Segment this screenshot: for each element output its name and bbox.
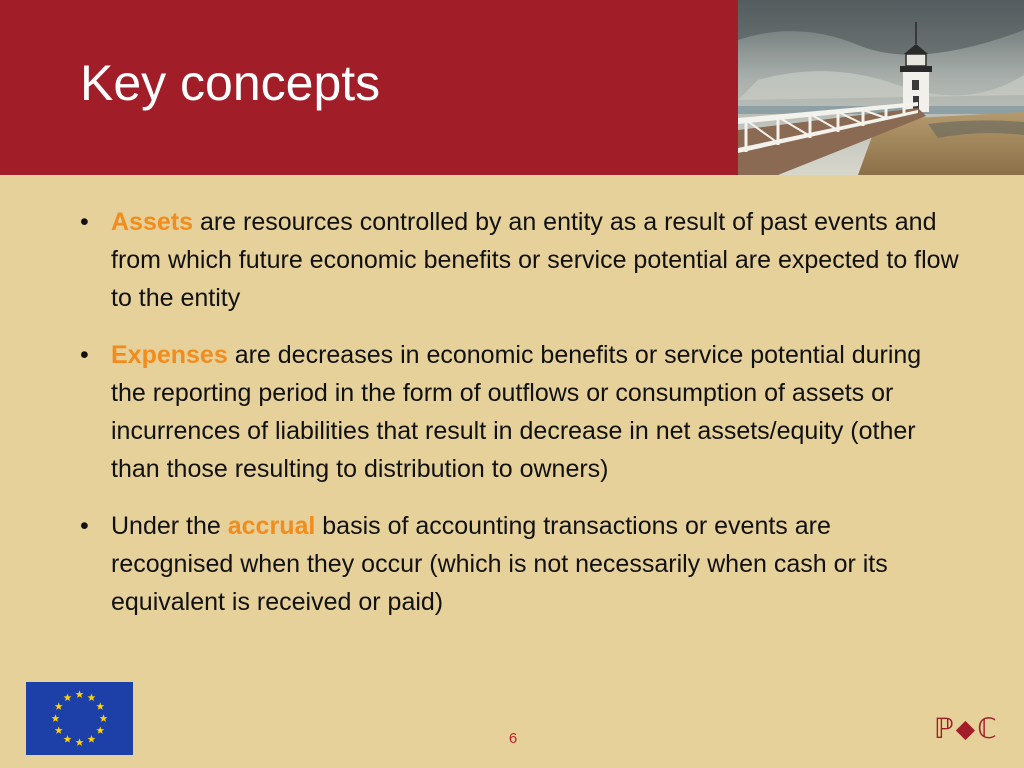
- eu-flag-icon: [26, 682, 133, 755]
- slide-title: Key concepts: [80, 55, 381, 111]
- bullet-accrual: [80, 507, 960, 621]
- bullet-expenses: [80, 336, 960, 488]
- bullet-text: are decreases in economic benefits or service potential during the reporting period in the form of outflows or consumption of assets or incurrences of liabilities that result in decrease in net assets/equity (other than those resulting to distribution to owners): [111, 341, 922, 483]
- footer-symbols: ℙ⬥ℂ: [934, 712, 999, 745]
- lighthouse-photo: [738, 0, 1024, 175]
- bullet-marker: •: [80, 208, 89, 236]
- term-expenses: Expenses: [111, 341, 228, 369]
- bullet-marker: •: [80, 512, 89, 540]
- bullet-lead: Under the: [111, 512, 228, 540]
- page-number: 6: [508, 730, 518, 747]
- bullet-text: basis of accounting transactions or events are recognised when they occur (which is not necessarily when cash or its equivalent is received or paid): [111, 512, 888, 616]
- bullet-list: [80, 203, 960, 640]
- bullet-assets: [80, 203, 960, 317]
- term-accrual: accrual: [227, 512, 316, 540]
- term-assets: Assets: [111, 208, 193, 236]
- bullet-marker: •: [80, 341, 89, 369]
- bullet-text: are resources controlled by an entity as a result of past events and from which future economic benefits or service potential are expected to flow to the entity: [111, 208, 959, 312]
